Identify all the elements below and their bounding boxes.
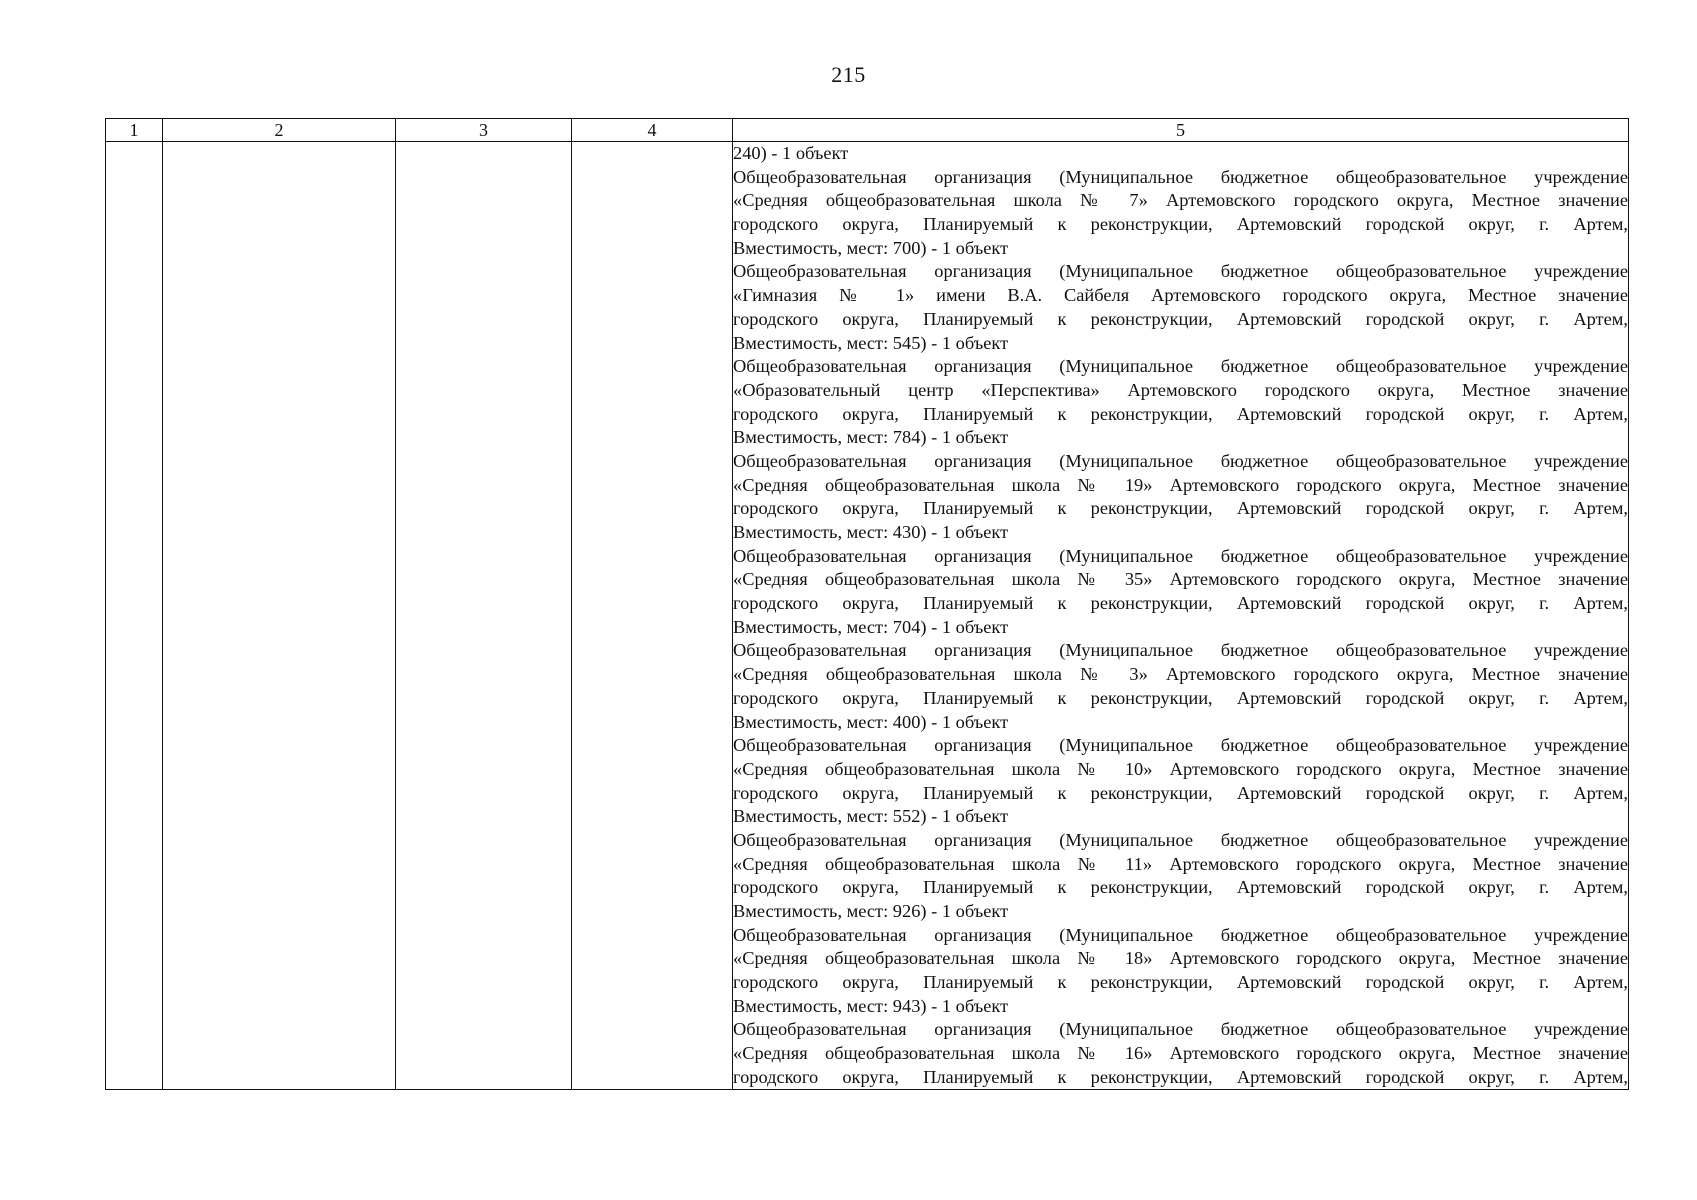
text-line: «Гимназия № 1» имени В.А. Сайбеля Артемовского городского округа, Местное значение [733, 285, 1628, 306]
text-line: Общеобразовательная организация (Муниципальное бюджетное общеобразовательное учреждение [733, 1019, 1628, 1040]
text-line: Вместимость, мест: 704) - 1 объект [733, 616, 1009, 637]
text-line: Общеобразовательная организация (Муниципальное бюджетное общеобразовательное учреждение [733, 735, 1628, 756]
column-header-2: 2 [163, 119, 396, 142]
text-line: Общеобразовательная организация (Муниципальное бюджетное общеобразовательное учреждение [733, 356, 1628, 377]
text-line: Вместимость, мест: 552) - 1 объект [733, 806, 1009, 827]
col5-text-block [733, 142, 1628, 1089]
text-line: Общеобразовательная организация (Муниципальное бюджетное общеобразовательное учреждение [733, 450, 1628, 471]
text-line: городского округа, Планируемый к реконструкции, Артемовский городской округ, г. Артем, [733, 214, 1628, 235]
text-line: городского округа, Планируемый к реконструкции, Артемовский городской округ, г. Артем, [733, 403, 1628, 424]
text-line: Общеобразовательная организация (Муниципальное бюджетное общеобразовательное учреждение [733, 640, 1628, 661]
text-line: «Средняя общеобразовательная школа № 10» Артемовского городского округа, Местное значение [733, 758, 1628, 779]
text-line: городского округа, Планируемый к реконструкции, Артемовский городской округ, г. Артем, [733, 593, 1628, 614]
text-line: Вместимость, мест: 926) - 1 объект [733, 901, 1009, 921]
text-line: «Средняя общеобразовательная школа № 19» Артемовского городского округа, Местное значение [733, 474, 1628, 495]
text-line: Общеобразовательная организация (Муниципальное бюджетное общеобразовательное учреждение [733, 545, 1628, 566]
text-line: «Средняя общеобразовательная школа № 35» Артемовского городского округа, Местное значение [733, 569, 1628, 590]
text-line: Вместимость, мест: 700) - 1 объект [733, 237, 1009, 258]
text-line: Вместимость, мест: 943) - 1 объект [733, 995, 1009, 1016]
text-line: «Средняя общеобразовательная школа № 7» Артемовского городского округа, Местное значение [733, 190, 1628, 211]
column-header-4: 4 [572, 119, 733, 142]
document-table [105, 118, 1629, 1090]
text-line: городского округа, Планируемый к реконструкции, Артемовский городской округ, г. Артем, [733, 498, 1628, 519]
table-row [106, 142, 1629, 1090]
text-line: городского округа, Планируемый к реконструкции, Артемовский городской округ, г. Артем, [733, 687, 1628, 708]
text-line: Вместимость, мест: 430) - 1 объект [733, 522, 1009, 542]
text-line: «Средняя общеобразовательная школа № 16» Артемовского городского округа, Местное значение [733, 1043, 1628, 1064]
column-header-5: 5 [733, 119, 1629, 142]
text-line: «Образовательный центр «Перспектива» Артемовского городского округа, Местное значение [733, 379, 1628, 400]
text-line: городского округа, Планируемый к реконструкции, Артемовский городской округ, г. Артем, [733, 782, 1628, 803]
text-line: Общеобразовательная организация (Муниципальное бюджетное общеобразовательное учреждение [733, 829, 1628, 850]
text-line: Вместимость, мест: 784) - 1 объект [733, 427, 1009, 448]
text-line: «Средняя общеобразовательная школа № 3» Артемовского городского округа, Местное значение [733, 664, 1628, 685]
cell-col-2 [163, 142, 396, 1090]
text-line: «Средняя общеобразовательная школа № 11» Артемовского городского округа, Местное значение [733, 853, 1628, 874]
text-line: Вместимость, мест: 545) - 1 объект [733, 332, 1009, 353]
cell-col-3 [396, 142, 572, 1090]
cell-col-4 [572, 142, 733, 1090]
text-line: городского округа, Планируемый к реконструкции, Артемовский городской округ, г. Артем, [733, 972, 1628, 993]
text-line: «Средняя общеобразовательная школа № 18» Артемовского городского округа, Местное значение [733, 948, 1628, 969]
page-number: 215 [831, 62, 866, 87]
text-line: 240) - 1 объект [733, 143, 849, 163]
text-line: Общеобразовательная организация (Муниципальное бюджетное общеобразовательное учреждение [733, 261, 1628, 282]
text-line: Вместимость, мест: 400) - 1 объект [733, 711, 1009, 732]
text-line: Общеобразовательная организация (Муниципальное бюджетное общеобразовательное учреждение [733, 924, 1628, 945]
column-header-3: 3 [396, 119, 572, 142]
text-line: городского округа, Планируемый к реконструкции, Артемовский городской округ, г. Артем, [733, 308, 1628, 329]
table-header-row [106, 119, 1629, 142]
cell-col-5 [733, 142, 1629, 1090]
text-line: городского округа, Планируемый к реконструкции, Артемовский городской округ, г. Артем, [733, 1066, 1628, 1087]
text-line: Общеобразовательная организация (Муниципальное бюджетное общеобразовательное учреждение [733, 166, 1628, 187]
cell-col-1 [106, 142, 163, 1090]
text-line: городского округа, Планируемый к реконструкции, Артемовский городской округ, г. Артем, [733, 877, 1628, 898]
column-header-1: 1 [106, 119, 163, 142]
